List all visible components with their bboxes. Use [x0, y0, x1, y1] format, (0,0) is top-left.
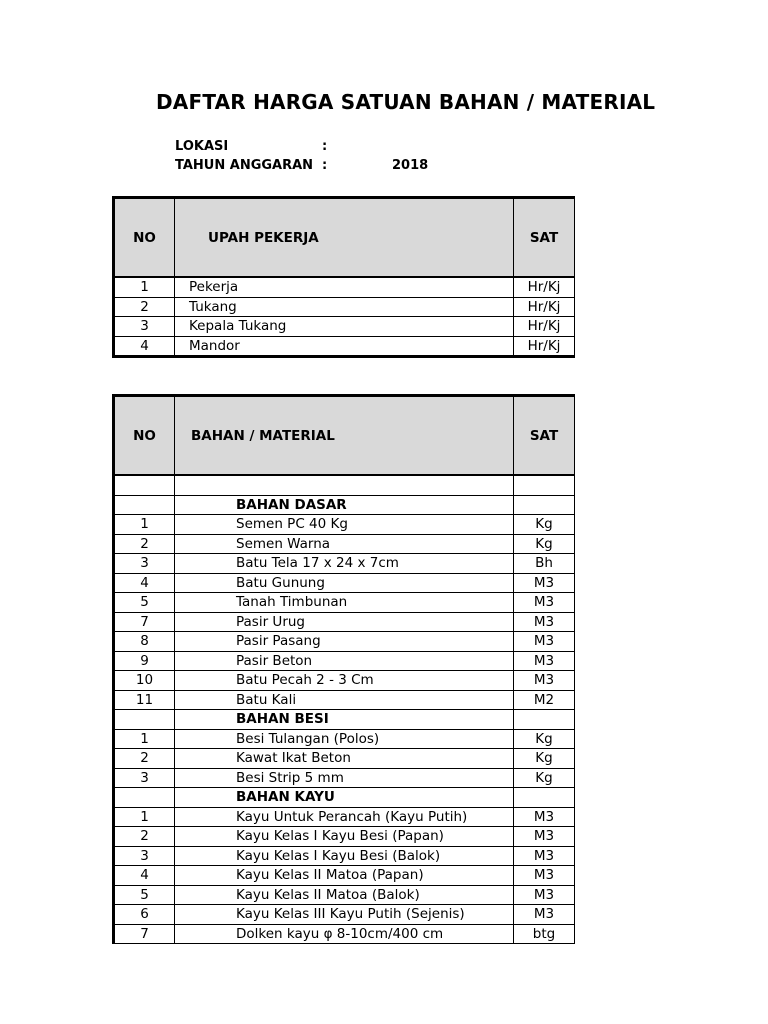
- bahan-row: [114, 593, 575, 613]
- upah-row: [114, 277, 575, 297]
- bahan-cell-desc: Batu Gunung: [175, 573, 514, 593]
- bahan-cell-no: 1: [114, 515, 175, 535]
- bahan-cell-sat: Bh: [514, 554, 575, 574]
- bahan-cell-desc: Besi Tulangan (Polos): [175, 729, 514, 749]
- bahan-row: [114, 690, 575, 710]
- upah-cell-desc: Kepala Tukang: [175, 317, 514, 337]
- bahan-row: [114, 827, 575, 847]
- bahan-cell-sat: M3: [514, 573, 575, 593]
- bahan-cell-no: 3: [114, 846, 175, 866]
- bahan-cell-desc: Pasir Beton: [175, 651, 514, 671]
- bahan-cell-no: 3: [114, 554, 175, 574]
- bahan-header-no: NO: [114, 396, 175, 476]
- bahan-cell-no: 2: [114, 749, 175, 769]
- bahan-cell-sat: M3: [514, 632, 575, 652]
- bahan-cell-desc: Kayu Kelas III Kayu Putih (Sejenis): [175, 905, 514, 925]
- bahan-cell-desc: Batu Tela 17 x 24 x 7cm: [175, 554, 514, 574]
- bahan-cell-no: [114, 788, 175, 808]
- bahan-category-label: BAHAN KAYU: [175, 788, 514, 808]
- bahan-row: [114, 885, 575, 905]
- upah-header-no: NO: [114, 198, 175, 278]
- bahan-cell-desc: Tanah Timbunan: [175, 593, 514, 613]
- lokasi-colon: :: [322, 139, 328, 154]
- bahan-cell-no: 7: [114, 612, 175, 632]
- bahan-cell-no: 4: [114, 573, 175, 593]
- bahan-cell-sat: M3: [514, 827, 575, 847]
- bahan-cell-desc: Semen Warna: [175, 534, 514, 554]
- upah-cell-sat: Hr/Kj: [514, 297, 575, 317]
- bahan-cell-sat: M2: [514, 690, 575, 710]
- bahan-cell-no: [114, 495, 175, 515]
- upah-header-sat: SAT: [514, 198, 575, 278]
- bahan-cell-sat: Kg: [514, 534, 575, 554]
- bahan-cell-no: 5: [114, 593, 175, 613]
- bahan-cell-sat: M3: [514, 593, 575, 613]
- bahan-cell-no: 8: [114, 632, 175, 652]
- bahan-cell-no: 1: [114, 807, 175, 827]
- bahan-material-table: [112, 394, 575, 944]
- bahan-header-desc: BAHAN / MATERIAL: [175, 396, 514, 476]
- bahan-cell-no: 5: [114, 885, 175, 905]
- upah-pekerja-table: [112, 196, 575, 358]
- upah-cell-desc: Pekerja: [175, 277, 514, 297]
- upah-cell-desc: Mandor: [175, 336, 514, 357]
- bahan-cell-desc: Kayu Kelas I Kayu Besi (Balok): [175, 846, 514, 866]
- bahan-cell-no: [114, 475, 175, 495]
- bahan-cell-sat: Kg: [514, 768, 575, 788]
- upah-row: [114, 317, 575, 337]
- upah-header-desc: UPAH PEKERJA: [175, 198, 514, 278]
- bahan-cell-desc: Dolken kayu φ 8-10cm/400 cm: [175, 924, 514, 944]
- bahan-cell-desc: Kayu Kelas II Matoa (Balok): [175, 885, 514, 905]
- bahan-row: [114, 475, 575, 495]
- bahan-cell-no: 2: [114, 534, 175, 554]
- bahan-cell-sat: M3: [514, 671, 575, 691]
- upah-cell-no: 3: [114, 317, 175, 337]
- upah-cell-sat: Hr/Kj: [514, 336, 575, 357]
- bahan-row: [114, 788, 575, 808]
- bahan-cell-desc: Batu Pecah 2 - 3 Cm: [175, 671, 514, 691]
- bahan-row: [114, 632, 575, 652]
- bahan-header-row: [114, 396, 575, 476]
- bahan-cell-desc: Semen PC 40 Kg: [175, 515, 514, 535]
- bahan-cell-sat: M3: [514, 612, 575, 632]
- bahan-row: [114, 905, 575, 925]
- bahan-cell-no: 10: [114, 671, 175, 691]
- bahan-cell-desc: Kayu Kelas I Kayu Besi (Papan): [175, 827, 514, 847]
- bahan-row: [114, 807, 575, 827]
- bahan-row: [114, 768, 575, 788]
- bahan-cell-desc: Besi Strip 5 mm: [175, 768, 514, 788]
- bahan-row: [114, 924, 575, 944]
- bahan-header-sat: SAT: [514, 396, 575, 476]
- bahan-cell-desc: Kawat Ikat Beton: [175, 749, 514, 769]
- tahun-anggaran-colon: :: [322, 158, 328, 173]
- bahan-cell-sat: Kg: [514, 729, 575, 749]
- bahan-cell-no: 7: [114, 924, 175, 944]
- bahan-cell-no: 11: [114, 690, 175, 710]
- bahan-cell-desc: Batu Kali: [175, 690, 514, 710]
- bahan-row: [114, 495, 575, 515]
- bahan-row: [114, 554, 575, 574]
- bahan-cell-sat: [514, 475, 575, 495]
- tahun-anggaran-value: 2018: [392, 158, 429, 173]
- upah-cell-sat: Hr/Kj: [514, 317, 575, 337]
- bahan-row: [114, 846, 575, 866]
- bahan-cell-no: 9: [114, 651, 175, 671]
- bahan-cell-sat: [514, 788, 575, 808]
- bahan-cell-sat: M3: [514, 846, 575, 866]
- bahan-row: [114, 515, 575, 535]
- bahan-row: [114, 671, 575, 691]
- upah-header-row: [114, 198, 575, 278]
- bahan-row: [114, 866, 575, 886]
- bahan-cell-desc: Pasir Urug: [175, 612, 514, 632]
- bahan-cell-sat: Kg: [514, 515, 575, 535]
- bahan-cell-desc: Pasir Pasang: [175, 632, 514, 652]
- bahan-category-label: BAHAN BESI: [175, 710, 514, 730]
- bahan-row: [114, 573, 575, 593]
- bahan-cell-no: 1: [114, 729, 175, 749]
- bahan-cell-sat: [514, 495, 575, 515]
- tahun-anggaran-label: TAHUN ANGGARAN: [175, 158, 314, 173]
- bahan-cell-no: 2: [114, 827, 175, 847]
- bahan-cell-no: 4: [114, 866, 175, 886]
- bahan-cell-desc: Kayu Kelas II Matoa (Papan): [175, 866, 514, 886]
- document-title: DAFTAR HARGA SATUAN BAHAN / MATERIAL: [156, 90, 656, 114]
- bahan-row: [114, 612, 575, 632]
- bahan-cell-sat: M3: [514, 807, 575, 827]
- upah-row: [114, 336, 575, 357]
- bahan-category-label: BAHAN DASAR: [175, 495, 514, 515]
- bahan-cell-desc: Kayu Untuk Perancah (Kayu Putih): [175, 807, 514, 827]
- tahun-anggaran-row: [175, 158, 475, 176]
- upah-cell-no: 2: [114, 297, 175, 317]
- upah-cell-no: 1: [114, 277, 175, 297]
- upah-cell-desc: Tukang: [175, 297, 514, 317]
- bahan-row: [114, 729, 575, 749]
- bahan-cell-sat: btg: [514, 924, 575, 944]
- bahan-row: [114, 534, 575, 554]
- lokasi-label: LOKASI: [175, 139, 229, 154]
- bahan-cell-sat: M3: [514, 866, 575, 886]
- bahan-row: [114, 651, 575, 671]
- bahan-cell-sat: M3: [514, 905, 575, 925]
- bahan-cell-no: 6: [114, 905, 175, 925]
- bahan-cell-sat: M3: [514, 651, 575, 671]
- lokasi-row: [175, 139, 475, 157]
- bahan-cell-sat: M3: [514, 885, 575, 905]
- bahan-cell-sat: [514, 710, 575, 730]
- upah-cell-no: 4: [114, 336, 175, 357]
- bahan-row: [114, 710, 575, 730]
- bahan-cell-desc: [175, 475, 514, 495]
- bahan-cell-no: 3: [114, 768, 175, 788]
- upah-row: [114, 297, 575, 317]
- bahan-row: [114, 749, 575, 769]
- bahan-cell-sat: Kg: [514, 749, 575, 769]
- upah-cell-sat: Hr/Kj: [514, 277, 575, 297]
- bahan-cell-no: [114, 710, 175, 730]
